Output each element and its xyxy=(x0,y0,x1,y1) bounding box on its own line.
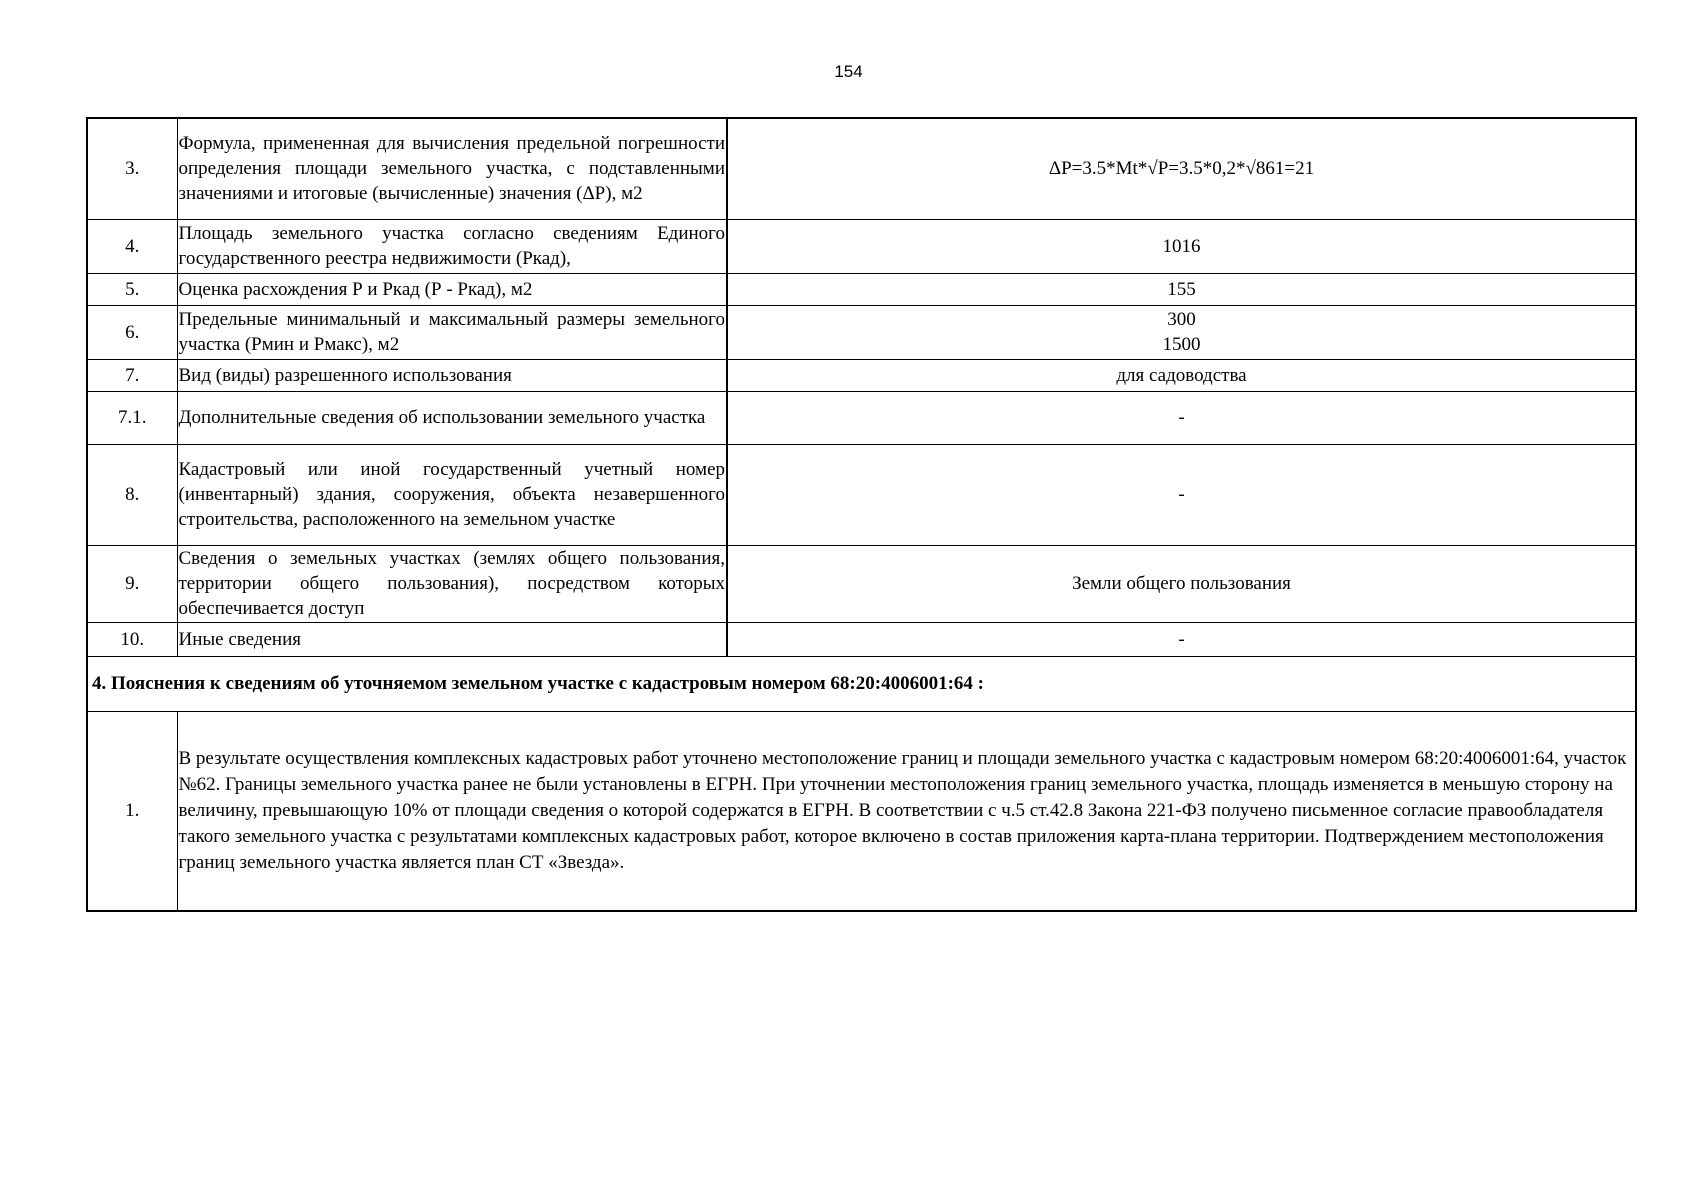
min-size-value: 300 xyxy=(1167,309,1196,330)
table-row xyxy=(87,118,1636,219)
row-value: 1016 xyxy=(727,219,1636,273)
section-heading-row xyxy=(87,656,1636,711)
row-number: 9. xyxy=(87,545,177,622)
row-label: Оценка расхождения Р и Ркад (Р - Ркад), м2 xyxy=(177,273,727,305)
row-number: 4. xyxy=(87,219,177,273)
row-number: 6. xyxy=(87,305,177,359)
row-label: Формула, примененная для вычисления предельной погрешности определения площади земельного участка, с подставленными значениями и итоговые (вычисленные) значения (ΔP), м2 xyxy=(177,118,727,219)
row-value: Земли общего пользования xyxy=(727,545,1636,622)
row-number: 8. xyxy=(87,444,177,545)
table-row xyxy=(87,359,1636,391)
row-label: Иные сведения xyxy=(177,622,727,656)
row-label: Дополнительные сведения об использовании земельного участка xyxy=(177,391,727,444)
cadastral-info-table xyxy=(86,117,1637,912)
table-row xyxy=(87,305,1636,359)
row-value: 155 xyxy=(727,273,1636,305)
row-value: для садоводства xyxy=(727,359,1636,391)
row-label: Вид (виды) разрешенного использования xyxy=(177,359,727,391)
row-value: ΔP=3.5*Mt*√P=3.5*0,2*√861=21 xyxy=(727,118,1636,219)
table-row xyxy=(87,444,1636,545)
table-row xyxy=(87,273,1636,305)
row-label: Сведения о земельных участках (землях общего пользования, территории общего пользования), посредством которых обеспечивается доступ xyxy=(177,545,727,622)
row-value-range xyxy=(727,305,1636,359)
row-value: - xyxy=(727,391,1636,444)
table-row xyxy=(87,219,1636,273)
section-title: 4. Пояснения к сведениям об уточняемом земельном участке с кадастровым номером 68:20:4006001:64 : xyxy=(87,656,1636,711)
row-value: - xyxy=(727,444,1636,545)
row-label: Площадь земельного участка согласно сведениям Единого государственного реестра недвижимости (Ркад), xyxy=(177,219,727,273)
explanation-text: В результате осуществления комплексных кадастровых работ уточнено местоположение границ и площади земельного участка с кадастровым номером 68:20:4006001:64, участок №62. Границы земельного участка ранее не были установлены в ЕГРН. При уточнении местоположения границ земельного участка, площадь изменяется в меньшую сторону на величину, превышающую 10% от площади сведения о которой содержатся в ЕГРН. В соответствии с ч.5 ст.42.8 Закона 221-ФЗ получено письменное согласие правообладателя такого земельного участка с результатами комплексных кадастровых работ, которое включено в состав приложения карта-плана территории. Подтверждением местоположения границ земельного участка является план СТ «Звезда». xyxy=(177,711,1636,911)
row-number: 7. xyxy=(87,359,177,391)
page-number: 154 xyxy=(834,62,863,81)
table-row xyxy=(87,622,1636,656)
row-label: Кадастровый или иной государственный учетный номер (инвентарный) здания, сооружения, объекта незавершенного строительства, расположенного на земельном участке xyxy=(177,444,727,545)
row-number: 7.1. xyxy=(87,391,177,444)
table-row xyxy=(87,545,1636,622)
row-number: 10. xyxy=(87,622,177,656)
row-number: 3. xyxy=(87,118,177,219)
table-row xyxy=(87,391,1636,444)
row-number: 1. xyxy=(87,711,177,911)
table-row xyxy=(87,711,1636,911)
row-value: - xyxy=(727,622,1636,656)
max-size-value: 1500 xyxy=(1162,334,1201,355)
row-label: Предельные минимальный и максимальный размеры земельного участка (Рмин и Рмакс), м2 xyxy=(177,305,727,359)
row-number: 5. xyxy=(87,273,177,305)
